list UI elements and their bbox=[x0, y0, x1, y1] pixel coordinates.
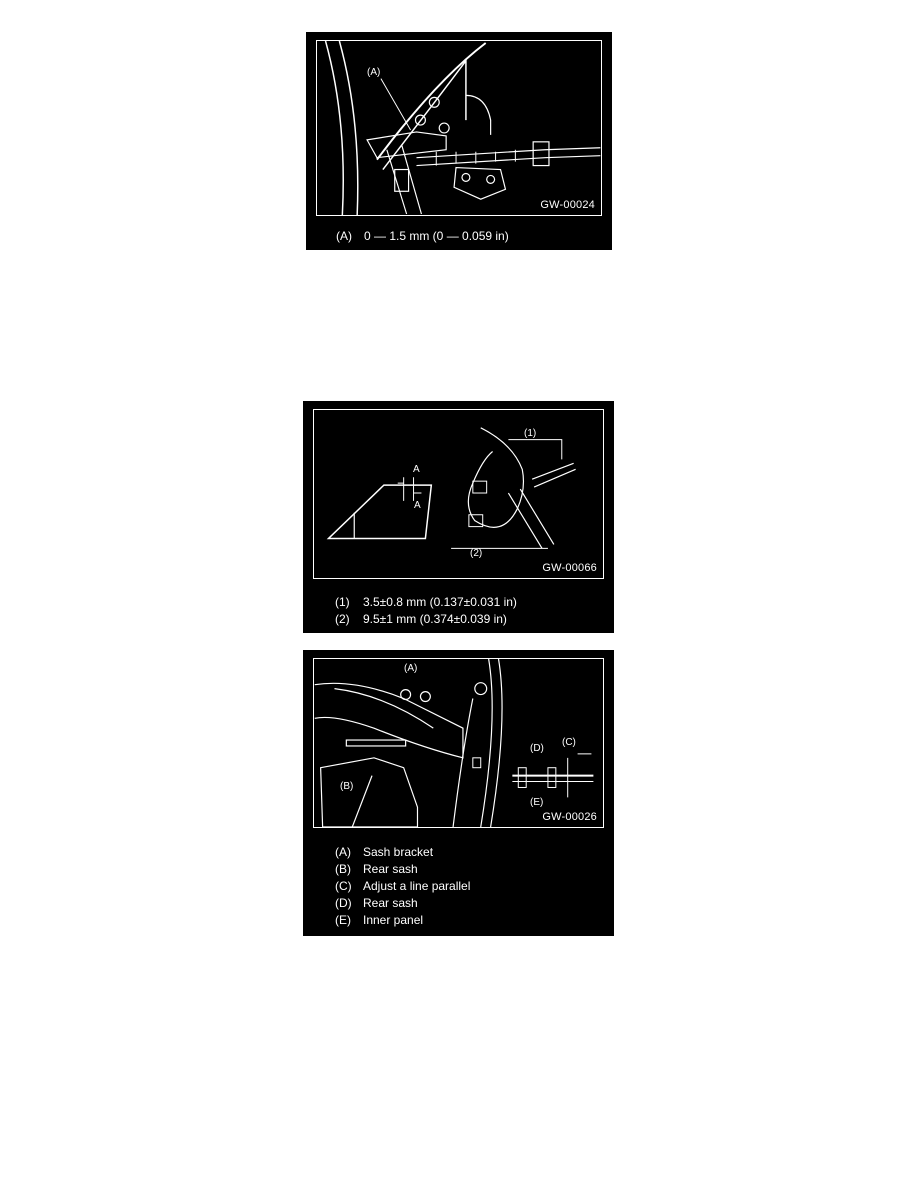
hinge-illustration bbox=[317, 41, 601, 215]
section-a-bottom-label: A bbox=[414, 500, 421, 511]
legend-key: (2) bbox=[335, 612, 350, 626]
drawing-door-hinge-gap bbox=[316, 40, 602, 216]
legend-row bbox=[335, 912, 470, 929]
legend-text: Rear sash bbox=[363, 896, 418, 910]
sash-illustration bbox=[314, 659, 603, 827]
callout-b-label: (B) bbox=[340, 781, 354, 792]
legend-key: (D) bbox=[335, 896, 352, 910]
legend-text: Rear sash bbox=[363, 862, 418, 876]
figure-code: GW-00026 bbox=[542, 811, 597, 823]
dimension-2-label: (2) bbox=[470, 548, 483, 559]
legend-text: Sash bracket bbox=[363, 845, 434, 859]
legend-row bbox=[335, 861, 470, 878]
callout-c-label: (C) bbox=[562, 737, 576, 748]
figure-gw-00024 bbox=[306, 32, 612, 250]
legend-text: 3.5±0.8 mm (0.137±0.031 in) bbox=[363, 595, 517, 609]
figure-gw-00066 bbox=[303, 401, 614, 633]
figure-gw-00026 bbox=[303, 650, 614, 936]
drawing-rear-sash bbox=[313, 658, 604, 828]
drawing-glass-clearance bbox=[313, 409, 604, 579]
legend-text: Inner panel bbox=[363, 913, 424, 927]
dimension-1-label: (1) bbox=[524, 428, 537, 439]
callout-a-label: (A) bbox=[404, 663, 418, 674]
legend-row bbox=[335, 878, 470, 895]
legend-row bbox=[335, 895, 470, 912]
legend-key: (1) bbox=[335, 595, 350, 609]
glass-illustration bbox=[314, 410, 603, 578]
legend-row bbox=[335, 611, 517, 628]
callout-d-label: (D) bbox=[530, 743, 544, 754]
legend-key: (B) bbox=[335, 862, 351, 876]
legend-row bbox=[335, 594, 517, 611]
legend-key: (C) bbox=[335, 879, 352, 893]
callout-e-label: (E) bbox=[530, 797, 544, 808]
legend-row bbox=[335, 844, 470, 861]
legend-text: 9.5±1 mm (0.374±0.039 in) bbox=[363, 612, 507, 626]
figure-code: GW-00066 bbox=[542, 562, 597, 574]
figure-legend bbox=[336, 228, 509, 245]
legend-key: (A) bbox=[336, 229, 352, 243]
figure-legend bbox=[335, 844, 470, 929]
legend-row bbox=[336, 228, 509, 245]
section-a-top-label: A bbox=[413, 464, 420, 475]
callout-a-label: (A) bbox=[367, 67, 381, 78]
figure-legend bbox=[335, 594, 517, 628]
figure-code: GW-00024 bbox=[540, 199, 595, 211]
legend-text: Adjust a line parallel bbox=[363, 879, 471, 893]
legend-key: (A) bbox=[335, 845, 351, 859]
legend-key: (E) bbox=[335, 913, 351, 927]
legend-text: 0 — 1.5 mm (0 — 0.059 in) bbox=[364, 229, 509, 243]
